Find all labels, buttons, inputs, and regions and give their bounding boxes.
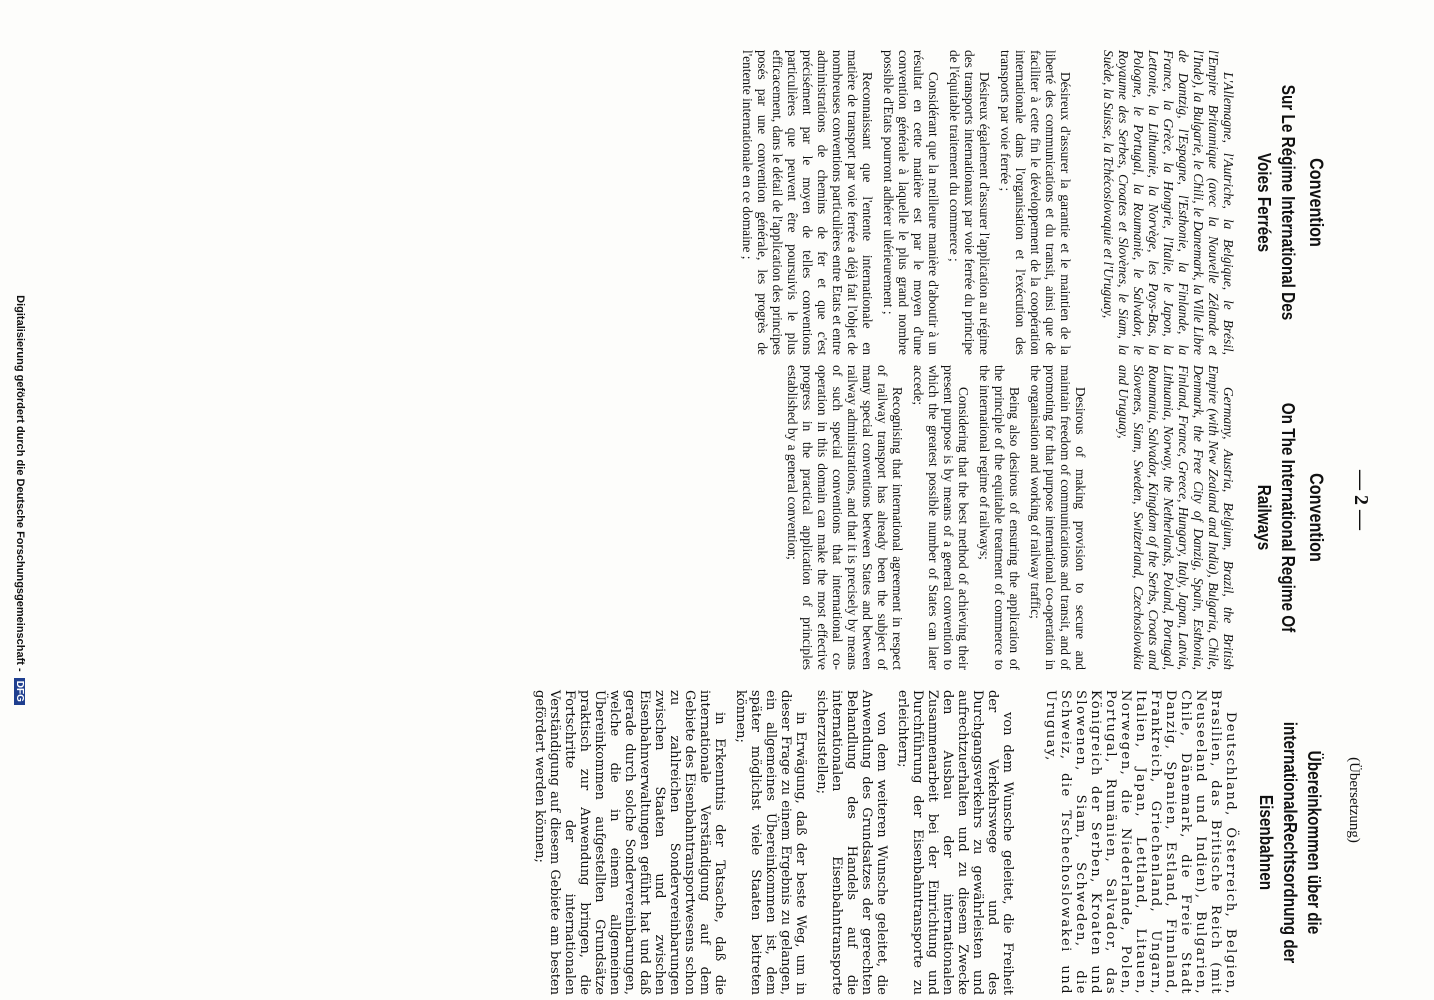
english-paragraph: Being also desirous of ensuring the application of the principle of the equitable treatment of commerce to the international regime of railways; [977, 365, 1022, 670]
french-paragraph: Désireux d'assurer la garantie et le maintien de la liberté des communications et du transit, ainsi que de faciliter à cette fin le développement de la coopération internationale dans l'organisation et l'exécution des transports par voie ferrée ; [998, 50, 1073, 355]
german-column [526, 690, 1326, 995]
french-parties: L'Allemagne, l'Autriche, la Belgique, le Brésil, l'Empire Britannique (avec la Nouvelle Zélande et l'Inde), la Bulgarie, le Chili, le Danemark, la Ville Libre de Dantzig, l'Espagne, l'Esthonie, la Finlande, la France, la Grèce, la Hongrie, l'Italie, le Japon, la Lettonie, la Lithuanie, la Norvège, les Pays-Bas, la Pologne, le Portugal, la Roumanie, le Salvador, le Royaume des Serbes, Croates et Slovènes, le Siam, la Suède, la Suisse, la Tchécoslovaquie et l'Uruguay, [1101, 50, 1236, 355]
dfg-logo: DFG [14, 678, 25, 705]
credit-text: Digitalisierung gefördert durch die Deutsche Forschungsgemeinschaft - [14, 295, 26, 672]
french-paragraph: Considérant que la meilleure manière d'aboutir à un résultat en cette matière est par le moyen d'une convention générale à laquelle le plus grand nombre possible d'Etats pourront adhérer ultérieurement ; [881, 50, 941, 355]
german-parties: Deutschland, Österreich, Belgien, Brasilien, das Britische Reich (mit Neuseeland und Indien), Bulgarien, Chile, Dänemark, die Freie Stadt Danzig, Spanien, Estland, Finnland, Frankreich, Griechenland, Ungarn, Italien, Japan, Lettland, Litauen, Norwegen, die Niederlande, Polen, Portugal, Rumänien, Salvador, das Königreich der Serben, Kroaten und Slowenen, Siam, Schweden, die Schweiz, die Tschechoslowakei und Uruguay, [1043, 690, 1238, 995]
german-paragraph: von dem Wunsche geleitet, die Freiheit der Verkehrswege und des Durchgangsverkehrs zu gewährleisten und aufrechtzuerhalten und zu diesem Zwecke den Ausbau der internationalen Zusammenarbeit bei der Einrichtung und Durchführung der Eisenbahntransporte zu erleichtern; [895, 690, 1015, 995]
english-paragraph: Considering that the best method of achieving their present purpose is by means of a general convention to which the greatest possible number of States can later accede; [911, 365, 971, 670]
english-parties: Germany, Austria, Belgium, Brazil, the British Empire (with New Zealand and India), Bulgaria, Chile, Denmark, the Free City of Danzig, Spain, Esthonia, Finland, France, Greece, Hungary, Italy, Japan, Latvia, Lithuania, Norway, the Netherlands, Poland, Portugal, Roumania, Salvador, Kingdom of the Serbs, Croats and Slovenes, Siam, Sweden, Switzerland, Czechoslovakia and Uruguay, [1116, 365, 1236, 670]
digitization-credit [14, 0, 26, 1000]
french-paragraph: Désireux également d'assurer l'application au régime des transports internationaux par voie ferrée du principe de l'équitable traitement du commerce ; [947, 50, 992, 355]
french-paragraph: Reconnaissant que l'entente internationale en matière de transport par voie ferrée a déjà fait l'objet de nombreuses conventions particulières entre Etats et entre administrations de chemins de fer et que c'est précisément par le moyen de telles conventions particulières que peuvent être poursuivis le plus efficacement, dans le détail de l'application des principes posés par une convention générale, les progrès de l'entente internationale en ce domaine ; [740, 50, 875, 355]
french-title: Convention [1305, 158, 1326, 247]
german-paragraph: in Erkenntnis der Tatsache, daß die internationale Verständigung auf dem Gebiete des Eisenbahntransportwesens schon zu zahlreichen Sondervereinbarungen zwischen Staaten und zwischen Eisenbahnverwaltungen geführt hat und daß gerade durch solche Sondervereinbarungen, welche die in einem allgemeinen Übereinkommen aufgestellten Grundsätze praktisch zur Anwendung bringen, die Fortschritte der internationalen Verständigung auf diesem Gebiete am besten gefördert werden können; [532, 690, 727, 995]
translation-note: (Übersetzung) [1346, 757, 1362, 843]
german-paragraph: in Erwägung, daß der beste Weg, um in dieser Frage zu einem Ergebnis zu gelangen, ein allgemeines Übereinkommen ist, dem später möglichst viele Staaten beitreten können; [733, 690, 808, 995]
english-title: Convention [1305, 473, 1326, 562]
german-title: Übereinkommen über die internationaleRechtsordnung der Eisenbahnen [1256, 721, 1324, 964]
english-paragraph: Desirous of making provision to secure and maintain freedom of communications and transit, and of promoting for that purpose international co-operation in the organisation and working of railway traffic; [1028, 365, 1088, 670]
page-number: — 2 — [1350, 470, 1372, 530]
english-subtitle: On The International Regime Of Railways [1254, 402, 1298, 633]
english-column [779, 365, 1326, 670]
french-column [734, 50, 1326, 355]
french-subtitle: Sur Le Régime International Des Voies Ferrées [1254, 84, 1298, 321]
english-paragraph: Recognising that international agreement in respect of railway transport has already been the subject of many special conventions between States and between railway administrations, and that it is precisely by means of such special conventions that international co-operation in this domain can make the most effective progress in the practical application of principles established by a general convention; [785, 365, 905, 670]
german-paragraph: von dem weiteren Wunsche geleitet, die Anwendung des Grundsatzes der gerechten Behandlung des Handels auf die internationalen Eisenbahntransporte sicherzustellen; [814, 690, 889, 995]
